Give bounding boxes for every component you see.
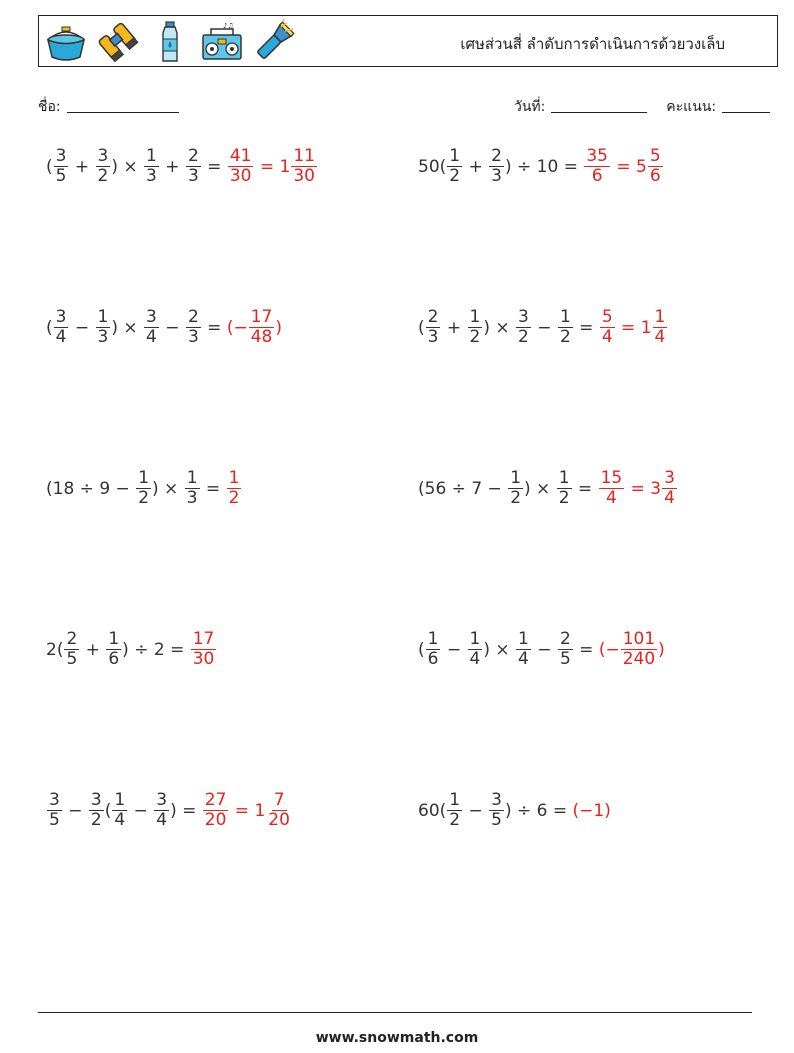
fraction [144,308,159,347]
numerator: 7 [273,790,285,810]
numerator: 1 [558,468,570,488]
numerator: 2 [187,146,199,166]
fraction [89,791,104,830]
numerator: 101 [622,629,656,649]
expression-text: + [159,156,185,177]
denominator: 5 [66,649,78,669]
expression-text: − [441,639,467,660]
expression-text: ) × [152,478,184,499]
expression-text: ( [418,317,425,338]
denominator: 6 [427,649,439,669]
numerator: 3 [156,790,168,810]
denominator: 2 [138,488,150,508]
answer-text: = 1 [229,800,266,821]
water-bottle-icon [147,19,193,65]
fraction [96,147,111,186]
fraction [426,630,441,669]
expression-text: ) ÷ 2 = [122,639,190,660]
expression-text: + [463,156,489,177]
binoculars-icon [95,19,141,65]
date-score-field [514,96,770,118]
numerator: 2 [559,629,571,649]
denominator: 6 [591,166,603,186]
problem-4 [418,308,668,347]
problem-1 [46,147,318,186]
flashlight-icon [251,19,297,65]
answer-text: (− [226,317,248,338]
numerator: 1 [138,468,150,488]
numerator: 1 [449,790,461,810]
denominator: 3 [186,488,198,508]
denominator: 4 [654,327,666,347]
fraction [64,630,79,669]
answer-fraction [648,147,663,186]
worksheet-title: เศษส่วนสี่ ลำดับการดำเนินการด้วยวงเล็บ [460,35,725,53]
fraction [558,630,573,669]
problem-10 [418,791,611,830]
answer-fraction [662,469,677,508]
fraction [54,147,69,186]
answer-fraction [584,147,610,186]
answer-fraction [653,308,668,347]
numerator: 41 [229,146,252,166]
expression-text: ( [46,156,53,177]
bucket-icon [43,19,89,65]
denominator: 4 [114,810,126,830]
score-blank[interactable] [722,98,770,113]
numerator: 1 [469,307,481,327]
numerator: 17 [250,307,273,327]
denominator: 5 [491,810,502,830]
fraction [185,469,200,508]
fraction [96,308,111,347]
numerator: 17 [192,629,215,649]
denominator: 2 [559,327,571,347]
expression-text: + [441,317,467,338]
fraction [508,469,523,508]
answer-fraction [249,308,275,347]
answer-fraction [291,147,317,186]
answer-fraction [621,630,657,669]
expression-text: − [62,800,88,821]
denominator: 4 [469,649,481,669]
answer-text: (− [598,639,620,660]
numerator: 1 [654,307,666,327]
expression-text: − [159,317,185,338]
fraction [112,791,127,830]
numerator: 3 [97,146,109,166]
denominator: 2 [558,488,570,508]
answer-text: ) [658,639,665,660]
fraction [516,630,531,669]
denominator: 5 [55,166,67,186]
denominator: 2 [228,488,240,508]
answer-fraction [266,791,292,830]
fraction [144,147,159,186]
numerator: 1 [518,629,529,649]
fraction [468,308,483,347]
fraction [557,469,572,508]
denominator: 3 [97,327,109,347]
expression-text: ) ÷ 10 = [504,156,584,177]
expression-text: ( [104,800,112,821]
denominator: 4 [518,649,529,669]
answer-text: = 5 [611,156,647,177]
expression-text: + [80,639,106,660]
expression-text: − [531,317,557,338]
fraction [136,469,151,508]
answer-fraction [228,147,254,186]
expression-text: = [572,478,598,499]
denominator: 30 [229,166,252,186]
expression-text: ) × [524,478,556,499]
fraction [516,308,531,347]
numerator: 3 [90,790,102,810]
expression-text: + [69,156,95,177]
denominator: 4 [664,488,675,508]
numerator: 3 [491,790,502,810]
denominator: 20 [268,810,290,830]
expression-text: = [573,317,599,338]
score-label: คะแนน: [666,99,717,115]
expression-text: = [201,156,227,177]
fraction [186,147,201,186]
denominator: 5 [559,649,571,669]
numerator: 1 [97,307,109,327]
numerator: 2 [187,307,199,327]
numerator: 2 [427,307,439,327]
fraction [186,308,201,347]
denominator: 2 [97,166,109,186]
expression-text: (56 ÷ 7 − [418,478,508,499]
fraction [489,791,504,830]
denominator: 2 [449,810,461,830]
numerator: 1 [108,629,120,649]
date-blank[interactable] [551,98,647,113]
expression-text: (18 ÷ 9 − [46,478,136,499]
numerator: 1 [559,307,571,327]
worksheet-header [38,15,778,67]
expression-text: ) × [483,317,516,338]
problem-8 [418,630,665,669]
numerator: 27 [204,790,227,810]
fraction [489,147,504,186]
denominator: 4 [601,327,613,347]
numerator: 5 [601,307,613,327]
numerator: 3 [518,307,529,327]
answer-text: = 1 [254,156,291,177]
name-field [38,96,179,118]
numerator: 3 [664,468,675,488]
answer-fraction [227,469,242,508]
numerator: 5 [649,146,661,166]
boombox-icon [199,19,245,65]
denominator: 4 [146,327,157,347]
problem-3 [46,308,282,347]
date-label: วันที่: [514,99,546,115]
expression-text: − [69,317,95,338]
numerator: 1 [427,629,439,649]
expression-text: − [463,800,489,821]
expression-text: ) × [483,639,516,660]
answer-text: ) [275,317,282,338]
denominator: 6 [108,649,120,669]
answer-fraction [203,791,229,830]
fraction [54,308,69,347]
answer-text: (−1) [572,800,611,821]
answer-fraction [191,630,217,669]
expression-text: 2( [46,639,64,660]
denominator: 2 [518,327,529,347]
expression-text: ) ÷ 6 = [504,800,573,821]
numerator: 15 [600,468,623,488]
numerator: 3 [55,146,67,166]
numerator: 1 [186,468,198,488]
denominator: 5 [49,810,60,830]
expression-text: − [531,639,557,660]
numerator: 1 [449,146,461,166]
denominator: 2 [90,810,102,830]
expression-text: = [573,639,599,660]
expression-text: ) × [111,317,144,338]
answer-fraction [600,308,615,347]
denominator: 3 [491,166,502,186]
problem-9 [46,791,293,830]
expression-text: 50( [418,156,447,177]
footer-site: www.snowmath.com [315,1030,479,1046]
fraction [447,791,462,830]
fraction [106,630,121,669]
expression-text: = [201,317,227,338]
denominator: 4 [156,810,168,830]
numerator: 2 [66,629,78,649]
numerator: 1 [469,629,481,649]
numerator: 3 [146,307,157,327]
numerator: 3 [55,307,67,327]
denominator: 2 [449,166,461,186]
answer-text: = 3 [625,478,662,499]
expression-text: ( [418,639,425,660]
problem-5 [46,469,242,508]
numerator: 1 [510,468,522,488]
fraction [154,791,169,830]
header-icons [43,19,297,65]
numerator: 3 [49,790,60,810]
fraction [47,791,62,830]
denominator: 3 [187,327,199,347]
denominator: 4 [55,327,67,347]
numerator: 35 [586,146,608,166]
expression-text: 60( [418,800,447,821]
numerator: 11 [293,146,315,166]
svg-text:♪♫: ♪♫ [223,22,234,30]
expression-text: = [200,478,226,499]
denominator: 48 [250,327,273,347]
problem-7 [46,630,217,669]
denominator: 3 [427,327,439,347]
fraction [426,308,441,347]
name-label: ชื่อ: [38,99,61,115]
name-blank[interactable] [67,98,179,113]
denominator: 4 [606,488,617,508]
denominator: 6 [649,166,661,186]
numerator: 1 [146,146,157,166]
numerator: 2 [491,146,502,166]
denominator: 30 [192,649,215,669]
denominator: 3 [146,166,157,186]
expression-text: ) × [111,156,144,177]
expression-text: − [128,800,154,821]
expression-text: ) = [170,800,202,821]
fraction [558,308,573,347]
answer-fraction [599,469,625,508]
numerator: 1 [228,468,240,488]
denominator: 2 [510,488,522,508]
expression-text: ( [46,317,53,338]
denominator: 240 [622,649,656,669]
problem-2 [418,147,664,186]
answer-text: = 1 [615,317,652,338]
footer-divider [38,1012,752,1013]
numerator: 1 [114,790,126,810]
denominator: 2 [469,327,481,347]
fraction [447,147,462,186]
denominator: 30 [293,166,315,186]
denominator: 3 [187,166,199,186]
fraction [468,630,483,669]
denominator: 20 [204,810,227,830]
problem-6 [418,469,678,508]
